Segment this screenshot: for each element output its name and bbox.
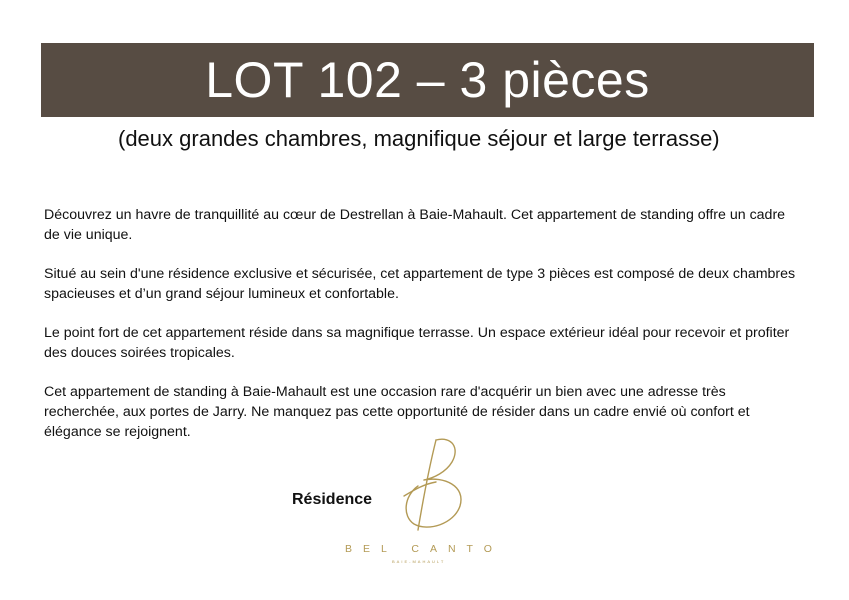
description-paragraph: Le point fort de cet appartement réside dans sa magnifique terrasse. Un espace extérieur idéal pour recevoir et profiter des douces soirées tropicales. [44, 325, 790, 361]
description-paragraph: Cet appartement de standing à Baie-Mahault est une occasion rare d'acquérir un bien avec une adresse très recherchée, aux portes de Jarry. Ne manquez pas cette opportunité de résider dans un cadre envié où confort et élégance se rejoignent. [44, 384, 750, 440]
title-banner [41, 43, 814, 117]
page-title: LOT 102 – 3 pièces [205, 52, 650, 108]
description [44, 205, 804, 461]
description-paragraph: Situé au sein d'une résidence exclusive et sécurisée, cet appartement de type 3 pièces est composé de deux chambres spacieuses et d’un grand séjour lumineux et confortable. [44, 266, 796, 302]
logo-subtitle: BAIE-MAHAULT [392, 559, 446, 564]
residence-label: Résidence [292, 491, 373, 508]
description-paragraph: Découvrez un havre de tranquillité au cœur de Destrellan à Baie-Mahault. Cet appartement de standing offre un cadre de vie unique. [44, 207, 786, 243]
logo-name: BEL CANTO [345, 543, 503, 555]
bel-canto-logo-icon [384, 434, 474, 534]
page-subtitle: (deux grandes chambres, magnifique séjour et large terrasse) [118, 126, 720, 151]
